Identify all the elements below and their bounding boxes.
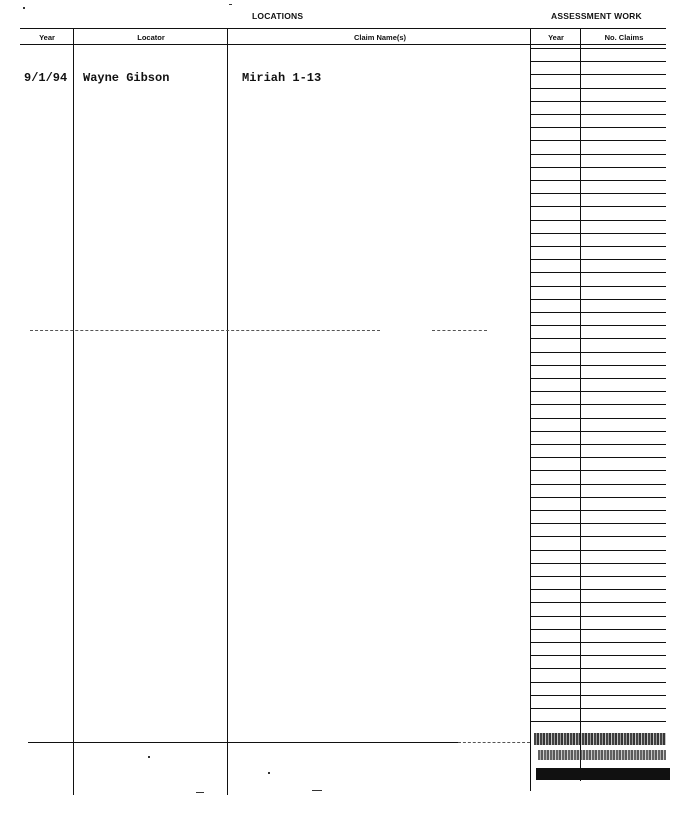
assessment-row-line [531,642,666,643]
assessment-row-line [531,259,666,260]
assessment-row-line [531,61,666,62]
assessment-row-line [531,563,666,564]
scan-speck [229,4,232,5]
assessment-row-line [531,391,666,392]
assessment-row-line [531,154,666,155]
assessment-row-line [531,101,666,102]
assessment-row-line [531,536,666,537]
entry-claim-names: Miriah 1-13 [242,71,322,85]
assessment-row-line [531,74,666,75]
mid-page-dashed-line [30,330,380,331]
column-header-claim-names: Claim Name(s) [353,33,407,42]
entry-locator: Wayne Gibson [83,71,170,85]
header-bottom-rule [20,44,666,45]
assessment-row-line [531,497,666,498]
assessment-row-line [531,206,666,207]
header-top-rule [20,28,666,29]
assessment-row-line [531,325,666,326]
assessment-row-line [531,616,666,617]
assessment-row-line [531,721,666,722]
assessment-row-line [531,510,666,511]
assessment-row-line [531,708,666,709]
scan-smudge [538,750,666,760]
bottom-rule-faded [458,742,530,743]
assessment-row-line [531,695,666,696]
assessment-row-line [531,378,666,379]
assessment-row-line [531,167,666,168]
assessment-row-line [531,404,666,405]
assessment-row-line [531,48,666,49]
bottom-rule [28,742,458,743]
assessment-row-line [531,589,666,590]
assessment-row-line [531,668,666,669]
assessment-row-line [531,444,666,445]
assessment-row-line [531,299,666,300]
assessment-row-line [531,220,666,221]
assessment-work-title: ASSESSMENT WORK [551,11,642,21]
scan-speck [268,772,270,774]
assessment-row-line [531,418,666,419]
assessment-row-line [531,272,666,273]
assessment-row-line [531,312,666,313]
assessment-row-line [531,682,666,683]
divider-locator-claims [227,29,228,795]
assessment-row-line [531,655,666,656]
assessment-row-line [531,286,666,287]
assessment-row-line [531,484,666,485]
locations-title: LOCATIONS [252,11,304,21]
divider-year-locator [73,29,74,795]
assessment-row-line [531,88,666,89]
scan-smudge-dark [536,768,670,780]
assessment-row-line [531,233,666,234]
assessment-work-ruled-rows [531,48,666,738]
assessment-row-line [531,140,666,141]
mid-page-dashed-line-right [432,330,487,331]
assessment-row-line [531,365,666,366]
assessment-row-line [531,576,666,577]
assessment-row-line [531,338,666,339]
assessment-row-line [531,523,666,524]
assessment-row-line [531,193,666,194]
assessment-row-line [531,470,666,471]
assessment-row-line [531,127,666,128]
scan-speck [23,7,25,9]
assessment-row-line [531,246,666,247]
assessment-row-line [531,550,666,551]
entry-year: 9/1/94 [24,71,68,85]
assessment-row-line [531,114,666,115]
scan-speck [148,756,150,758]
scan-smudge [534,733,666,745]
scan-speck [196,792,204,793]
assessment-row-line [531,352,666,353]
assessment-row-line [531,180,666,181]
column-header-locator: Locator [137,33,165,42]
assessment-row-line [531,629,666,630]
column-header-year: Year [39,33,55,42]
assessment-row-line [531,457,666,458]
assessment-row-line [531,431,666,432]
column-header-no-claims: No. Claims [604,33,644,42]
column-header-assessment-year: Year [548,33,564,42]
scan-speck [312,790,322,791]
assessment-row-line [531,602,666,603]
